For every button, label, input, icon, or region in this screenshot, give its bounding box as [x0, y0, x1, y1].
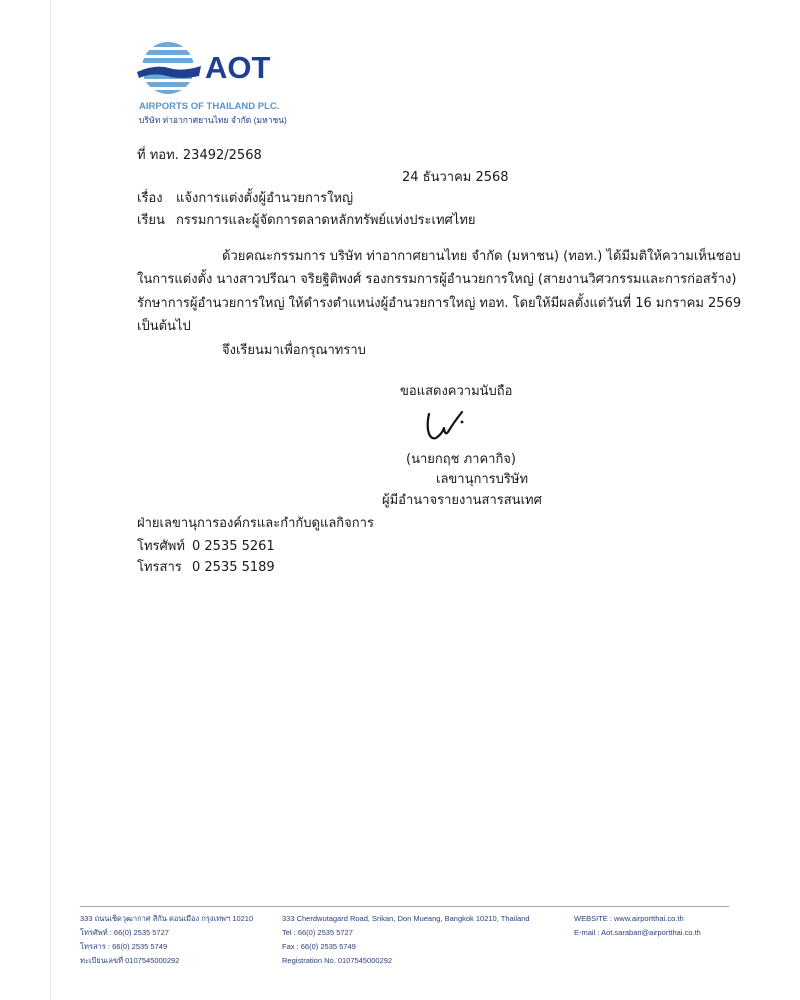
signature-image	[424, 408, 468, 452]
footer-th-address: 333 ถนนเชิดวุฒากาศ สีกัน ดอนเมือง กรุงเทพฯ 10210	[80, 914, 254, 923]
footer-th-tel: โทรศัพท์ : 66(0) 2535 5727	[80, 928, 169, 937]
footer-th-fax: โทรสาร : 66(0) 2535 5749	[80, 942, 168, 951]
company-name-en: AIRPORTS OF THAILAND PLC.	[139, 101, 280, 112]
company-name-th: บริษัท ท่าอากาศยานไทย จำกัด (มหาชน)	[139, 115, 287, 125]
footer-en-registration: Registration No. 0107545000292	[282, 956, 393, 965]
letter-date: 24 ธันวาคม 2568	[402, 170, 509, 185]
footer-website-link[interactable]: WEBSITE : www.airportthai.co.th	[574, 914, 684, 923]
telephone-label: โทรศัพท์	[137, 539, 185, 554]
reference-number: ที่ ทอท. 23492/2568	[137, 148, 262, 163]
footer-en-fax: Fax : 66(0) 2535 5749	[282, 942, 356, 951]
fax-label: โทรสาร	[137, 560, 182, 575]
body-line: รักษาการผู้อำนวยการใหญ่ ให้ดำรงตำแหน่งผู้อำนวยการใหญ่ ทอท. โดยให้มีผลตั้งแต่วันที่ 16 มกราคม 2569	[137, 296, 742, 311]
footer-email-link[interactable]: E-mail : Aot.saraban@airportthai.co.th	[574, 928, 701, 937]
fax-number: 0 2535 5189	[192, 560, 275, 575]
body-line: เป็นต้นไป	[137, 319, 191, 334]
signer-title: เลขานุการบริษัท	[436, 472, 529, 487]
recipient-text: กรรมการและผู้จัดการตลาดหลักทรัพย์แห่งประเทศไทย	[176, 213, 476, 228]
aot-wordmark: AOT	[205, 50, 271, 85]
footer-thai-contact	[80, 912, 253, 968]
department-name: ฝ่ายเลขานุการองค์กรและกำกับดูแลกิจการ	[137, 516, 374, 531]
page-margin-line	[50, 0, 51, 1000]
subject-text: แจ้งการแต่งตั้งผู้อำนวยการใหญ่	[176, 191, 354, 206]
recipient-label: เรียน	[137, 213, 165, 228]
signer-position: ผู้มีอำนาจรายงานสารสนเทศ	[382, 493, 542, 508]
footer-en-tel: Tel : 66(0) 2535 5727	[282, 928, 353, 937]
footer-th-registration: ทะเบียนเลขที่ 0107545000292	[80, 956, 180, 965]
footer-web-contact	[574, 912, 701, 940]
body-line: ด้วยคณะกรรมการ บริษัท ท่าอากาศยานไทย จำกัด (มหาชน) (ทอท.) ได้มีมติให้ความเห็นชอบ	[222, 249, 741, 264]
body-line: ในการแต่งตั้ง นางสาวปรีณา จริยฐิติพงศ์ รองกรรมการผู้อำนวยการใหญ่ (สายงานวิศวกรรมและการก่อสร้าง)	[137, 272, 737, 287]
closing-request: จึงเรียนมาเพื่อกรุณาทราบ	[222, 343, 366, 358]
footer-english-contact	[282, 912, 530, 968]
signer-name: (นายกฤช ภาคากิจ)	[406, 452, 516, 467]
footer-en-address: 333 Cherdwutagard Road, Srikan, Don Mueang, Bangkok 10210, Thailand	[282, 914, 530, 923]
aot-emblem-icon	[135, 40, 205, 98]
aot-logo	[135, 40, 295, 126]
footer-divider	[80, 906, 729, 907]
telephone-number: 0 2535 5261	[192, 539, 275, 554]
closing-salutation: ขอแสดงความนับถือ	[400, 384, 513, 399]
subject-label: เรื่อง	[137, 191, 163, 206]
